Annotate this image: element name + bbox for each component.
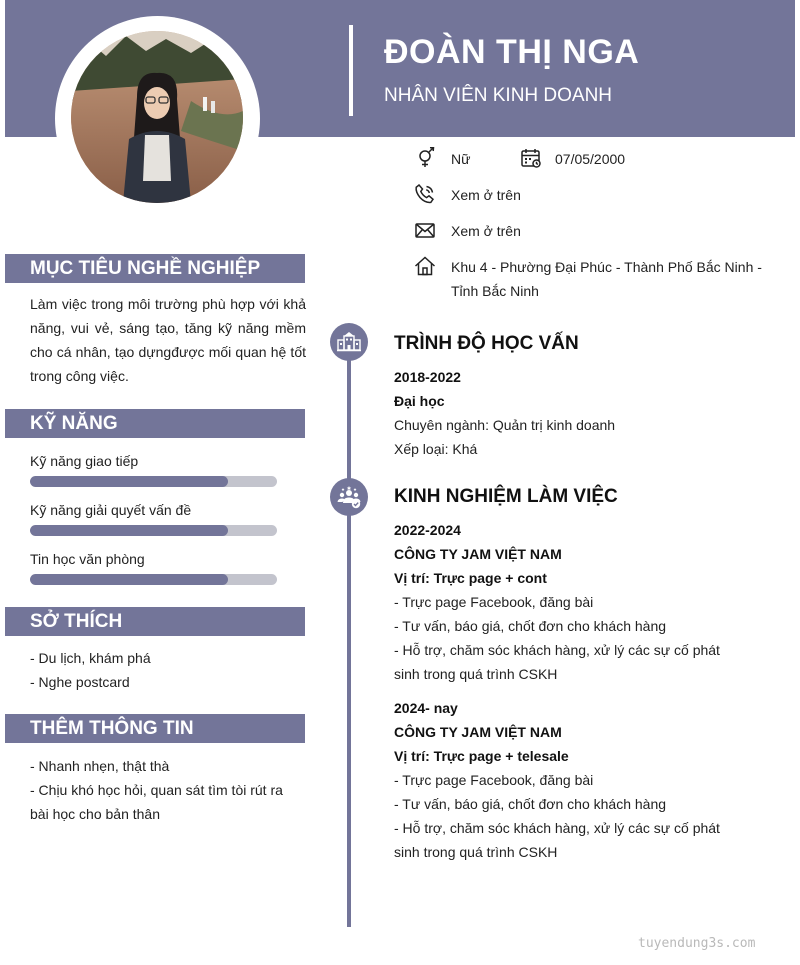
skill-label: Kỹ năng giải quyết vấn đề	[30, 502, 192, 518]
address-line-1: Khu 4 - Phường Đại Phúc - Thành Phố Bắc Ninh -	[451, 259, 762, 275]
job-duty: - Trực page Facebook, đăng bài	[394, 594, 594, 610]
gender-icon	[414, 147, 436, 169]
hobbies-heading: SỞ THÍCH	[5, 607, 305, 636]
education-grade: Xếp loại: Khá	[394, 441, 478, 457]
experience-heading: KINH NGHIỆM LÀM VIỆC	[394, 486, 618, 507]
job-position: Vị trí: Trực page + telesale	[394, 748, 569, 764]
job-duty: - Hỗ trợ, chăm sóc khách hàng, xử lý các sự cố phát	[394, 642, 720, 658]
job-company: CÔNG TY JAM VIỆT NAM	[394, 546, 562, 562]
job-duty: sinh trong quá trình CSKH	[394, 666, 558, 682]
gender-value: Nữ	[451, 151, 471, 167]
job-title: NHÂN VIÊN KINH DOANH	[384, 85, 613, 106]
timeline-line	[347, 342, 351, 927]
job-position: Vị trí: Trực page + cont	[394, 570, 547, 586]
skill-bar-fill	[30, 525, 228, 536]
objective-heading: MỤC TIÊU NGHỀ NGHIỆP	[5, 254, 305, 283]
job-company: CÔNG TY JAM VIỆT NAM	[394, 724, 562, 740]
school-building-icon	[330, 323, 368, 361]
skill-label: Kỹ năng giao tiếp	[30, 453, 139, 469]
job-duty: - Tư vấn, báo giá, chốt đơn cho khách hàng	[394, 618, 667, 634]
phone-value: Xem ở trên	[451, 187, 521, 203]
skill-bar-fill	[30, 476, 228, 487]
objective-text: Làm việc trong môi trường phù hợp với khả năng, vui vẻ, sáng tạo, tăng kỹ năng mềm cho cá nhân, tạo dựngđược mối quan hệ tốt trong công việc.	[30, 296, 306, 384]
education-major: Chuyên ngành: Quản trị kinh doanh	[394, 417, 616, 433]
skill-bar-fill	[30, 574, 228, 585]
job-period: 2024- nay	[394, 700, 458, 716]
phone-icon	[414, 183, 436, 205]
birthdate-value: 07/05/2000	[555, 151, 626, 167]
skill-bar-track	[30, 574, 277, 585]
job-duty: sinh trong quá trình CSKH	[394, 844, 558, 860]
skill-bar-track	[30, 525, 277, 536]
additional-info-line: bài học cho bản thân	[30, 806, 160, 822]
job-duty: - Tư vấn, báo giá, chốt đơn cho khách hàng	[394, 796, 667, 812]
skill-bar-track	[30, 476, 277, 487]
address-line-2: Tỉnh Bắc Ninh	[451, 283, 539, 299]
additional-info-line: - Nhanh nhẹn, thật thà	[30, 758, 170, 774]
job-duty: - Hỗ trợ, chăm sóc khách hàng, xử lý các sự cố phát	[394, 820, 720, 836]
additional-info-heading: THÊM THÔNG TIN	[5, 714, 305, 743]
name-accent-bar	[349, 25, 353, 116]
calendar-icon	[520, 147, 542, 169]
email-value: Xem ở trên	[451, 223, 521, 239]
education-level: Đại học	[394, 393, 445, 409]
job-duty: - Trực page Facebook, đăng bài	[394, 772, 594, 788]
avatar	[71, 31, 243, 203]
watermark: tuyendung3s.com	[638, 936, 756, 951]
home-icon	[414, 255, 436, 277]
education-period: 2018-2022	[394, 369, 461, 385]
education-heading: TRÌNH ĐỘ HỌC VẤN	[394, 333, 579, 354]
skill-label: Tin học văn phòng	[30, 551, 145, 567]
additional-info-line: - Chịu khó học hỏi, quan sát tìm tòi rút ra	[30, 782, 283, 798]
hobby-item: - Nghe postcard	[30, 674, 130, 690]
skills-heading: KỸ NĂNG	[5, 409, 305, 438]
team-badge-icon	[330, 478, 368, 516]
candidate-name: ĐOÀN THỊ NGA	[384, 33, 640, 71]
hobby-item: - Du lịch, khám phá	[30, 650, 151, 666]
envelope-icon	[414, 219, 436, 241]
job-period: 2022-2024	[394, 522, 461, 538]
